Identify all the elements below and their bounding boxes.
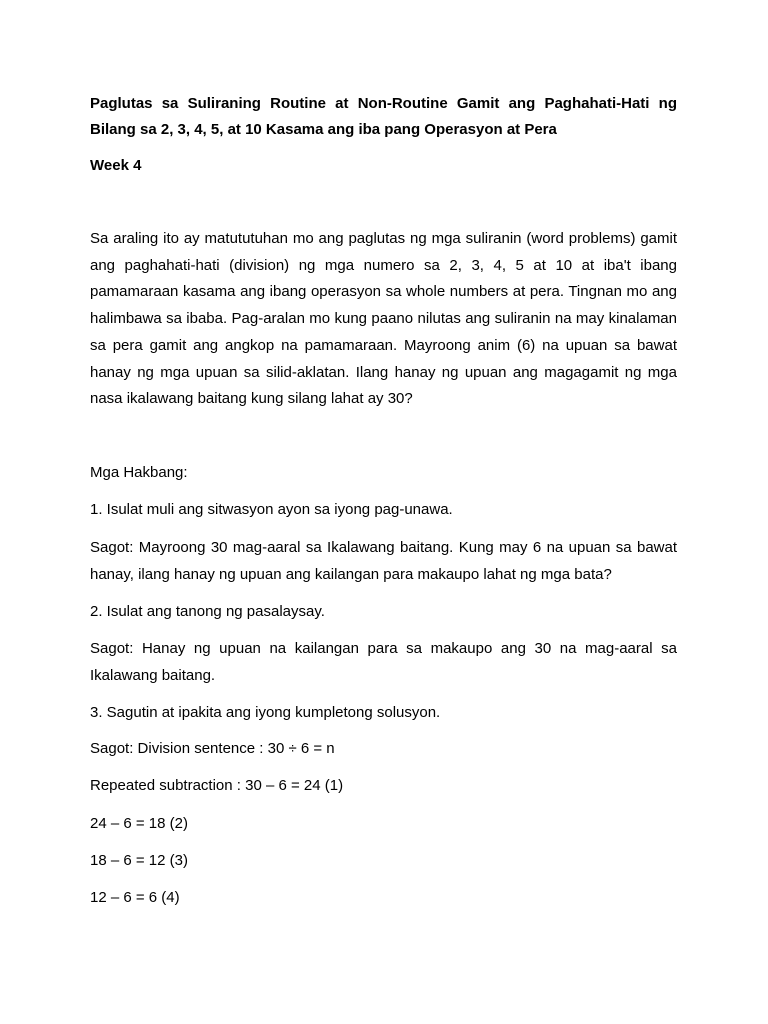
- document-title: Paglutas sa Suliraning Routine at Non-Routine Gamit ang Paghahati-Hati ng Bilang sa 2, 3, 4, 5, at 10 Kasama ang iba pang Operasyon at Pera: [90, 95, 677, 138]
- answer-1: Sagot: Mayroong 30 mag-aaral sa Ikalawang baitang. Kung may 6 na upuan sa bawat hanay, ilang hanay ng upuan ang kailangan para makaupo lahat ng mga bata?: [90, 539, 677, 583]
- week-label: Week 4: [90, 157, 142, 174]
- answer-3-division-sentence: Sagot: Division sentence : 30 ÷ 6 = n: [90, 740, 335, 757]
- step-3: 3. Sagutin at ipakita ang iyong kumpletong solusyon.: [90, 704, 441, 721]
- step-1: 1. Isulat muli ang sitwasyon ayon sa iyong pag-unawa.: [90, 501, 453, 518]
- repeated-subtraction-line: Repeated subtraction : 30 – 6 = 24 (1): [90, 777, 344, 794]
- steps-heading: Mga Hakbang:: [90, 464, 188, 481]
- subtraction-line-3: 18 – 6 = 12 (3): [90, 852, 188, 869]
- subtraction-line-2: 24 – 6 = 18 (2): [90, 815, 188, 832]
- intro-paragraph: Sa araling ito ay matututuhan mo ang paglutas ng mga suliranin (word problems) gamit ang paghahati-hati (division) ng mga numero sa 2, 3, 4, 5 at 10 at iba't ibang pamamaraan kasama ang ibang operasyon sa whole numbers at pera. Tingnan mo ang halimbawa sa ibaba. Pag-aralan mo kung paano nilutas ang suliranin na may kinalaman sa pera gamit ang angkop na pamamaraan. Mayroong anim (6) na upuan sa bawat hanay ng mga upuan sa silid-aklatan. Ilang hanay ng upuan ang magagamit ng mga nasa ikalawang baitang kung silang lahat ay 30?: [90, 230, 677, 408]
- subtraction-line-4: 12 – 6 = 6 (4): [90, 889, 180, 906]
- step-2: 2. Isulat ang tanong ng pasalaysay.: [90, 603, 325, 620]
- answer-2: Sagot: Hanay ng upuan na kailangan para sa makaupo ang 30 na mag-aaral sa Ikalawang baitang.: [90, 640, 677, 684]
